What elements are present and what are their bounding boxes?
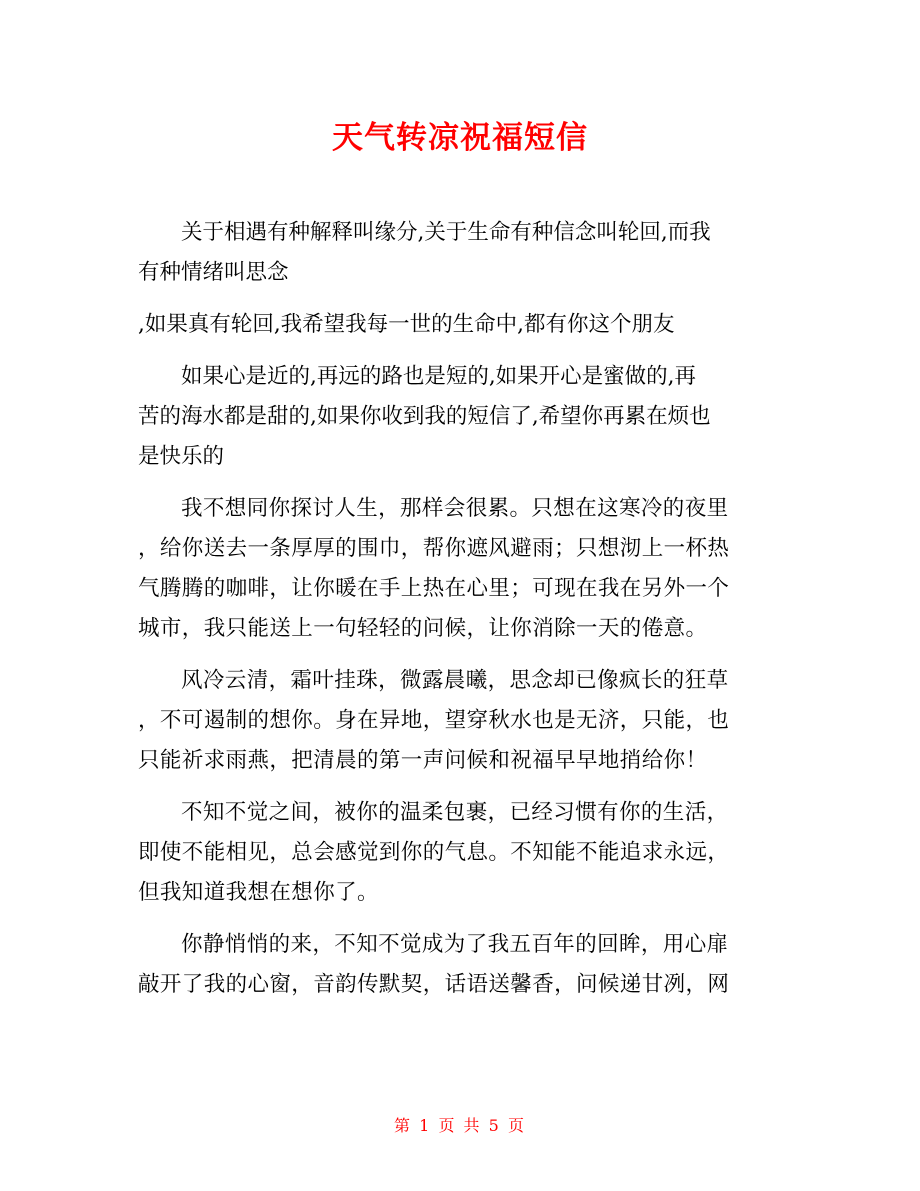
paragraph-line: 只能祈求雨燕，把清晨的第一声问候和祝福早早地捎给你！ — [138, 748, 708, 773]
paragraph-line: 你静悄悄的来，不知不觉成为了我五百年的回眸，用心扉 — [181, 932, 729, 957]
paragraph-line: 关于相遇有种解释叫缘分,关于生命有种信念叫轮回,而我 — [181, 220, 711, 245]
paragraph-line: 是快乐的 — [138, 444, 225, 469]
paragraph-line: 如果心是近的,再远的路也是短的,如果开心是蜜做的,再 — [181, 364, 697, 389]
paragraph-line: 敲开了我的心窗，音韵传默契，话语送馨香，问候递甘冽，网 — [138, 972, 730, 997]
footer-total-label: 共 — [463, 1116, 482, 1135]
paragraph-line: ,如果真有轮回,我希望我每一世的生命中,都有你这个朋友 — [138, 312, 675, 337]
paragraph-line: 苦的海水都是甜的,如果你收到我的短信了,希望你再累在烦也 — [138, 404, 711, 429]
paragraph-line: 风冷云清，霜叶挂珠，微露晨曦，思念却已像疯长的狂草 — [181, 668, 729, 693]
paragraph-line: ，给你送去一条厚厚的围巾，帮你遮风避雨；只想沏上一杯热 — [138, 536, 730, 561]
paragraph-line: 城市，我只能送上一句轻轻的问候，让你消除一天的倦意。 — [138, 616, 708, 641]
document-body — [138, 213, 788, 1005]
footer-page-unit: 页 — [438, 1116, 457, 1135]
page-title: 天气转凉祝福短信 — [332, 120, 588, 156]
paragraph-line: 即使不能相见，总会感觉到你的气息。不知能不能追求永远， — [138, 840, 730, 865]
paragraph-line: ，不可遏制的想你。身在异地，望穿秋水也是无济，只能，也 — [138, 708, 730, 733]
paragraph-line: 气腾腾的咖啡，让你暖在手上热在心里；可现在我在另外一个 — [138, 576, 730, 601]
footer-total-pages: 5 — [488, 1116, 501, 1135]
paragraph-line: 不知不觉之间，被你的温柔包裹，已经习惯有你的生活， — [181, 800, 729, 825]
paragraph-line: 有种情绪叫思念 — [138, 260, 289, 285]
paragraph-line: 但我知道我想在想你了。 — [138, 880, 379, 905]
footer-page-label: 第 — [394, 1116, 413, 1135]
footer-current-page: 1 — [419, 1116, 432, 1135]
footer-total-unit: 页 — [507, 1116, 526, 1135]
page-footer — [0, 1115, 920, 1137]
paragraph-line: 我不想同你探讨人生，那样会很累。只想在这寒冷的夜里 — [181, 496, 729, 521]
